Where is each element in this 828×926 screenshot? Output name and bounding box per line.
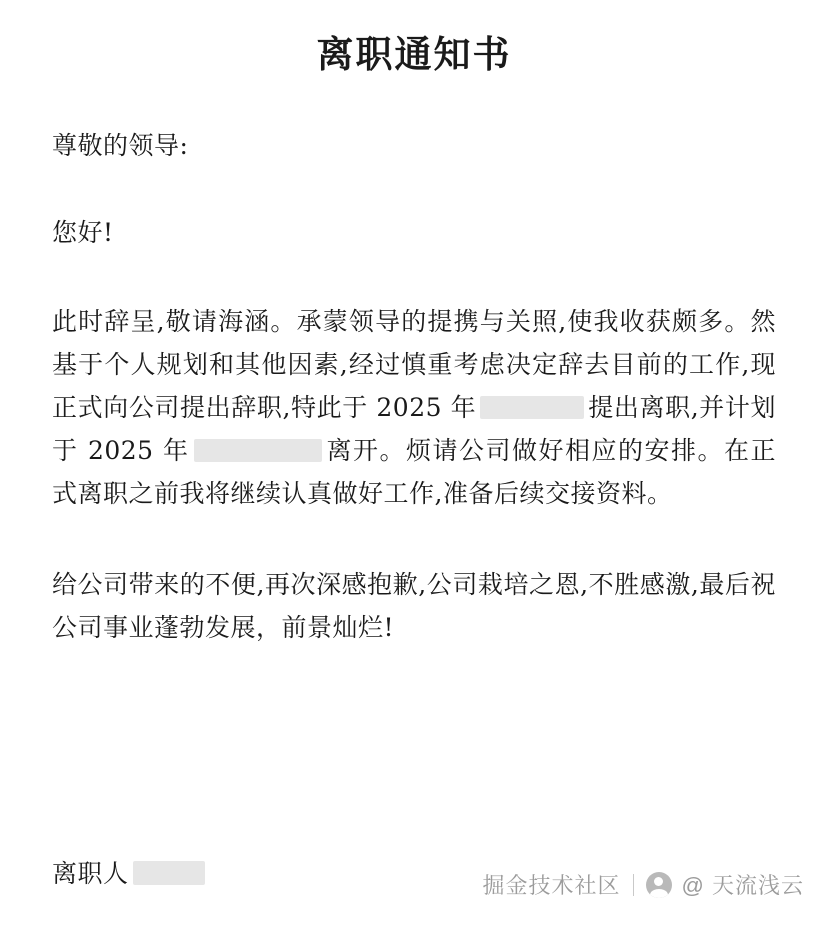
watermark-divider xyxy=(633,874,634,896)
watermark xyxy=(483,869,804,900)
body-paragraph-2: 给公司带来的不便,再次深感抱歉,公司栽培之恩,不胜感激,最后祝公司事业蓬勃发展，前景灿烂! xyxy=(52,570,776,643)
redacted-date-2 xyxy=(194,439,322,462)
document-page xyxy=(0,18,828,926)
redacted-signature-name xyxy=(133,861,205,885)
greeting: 您好! xyxy=(52,218,114,248)
paragraph-1-segment-3: 离开。烦请公司做好相应的安排。在正式离职之前我将继续认真做好工作,准备后续交接资料。 xyxy=(52,436,776,509)
watermark-author: @ 天流浅云 xyxy=(681,873,804,898)
page-title: 离职通知书 xyxy=(316,32,512,76)
redacted-date-1 xyxy=(480,396,584,419)
paragraph-1-segment-2: 提出离职,并计划于 2025 年 xyxy=(52,393,776,466)
paragraph-1-segment-1: 此时辞呈,敬请海涵。承蒙领导的提携与关照,使我收获颇多。然基于个人规划和其他因素,经过慎重考虑决定辞去目前的工作,现正式向公司提出辞职,特此于 2025 年 xyxy=(52,307,776,423)
watermark-site: 掘金技术社区 xyxy=(482,873,621,898)
avatar-icon xyxy=(646,872,672,898)
signature-line xyxy=(52,854,205,890)
body-paragraph-1 xyxy=(52,300,776,515)
signature-label: 离职人 xyxy=(52,859,129,888)
document-body xyxy=(0,124,828,649)
salutation: 尊敬的领导: xyxy=(52,131,189,161)
